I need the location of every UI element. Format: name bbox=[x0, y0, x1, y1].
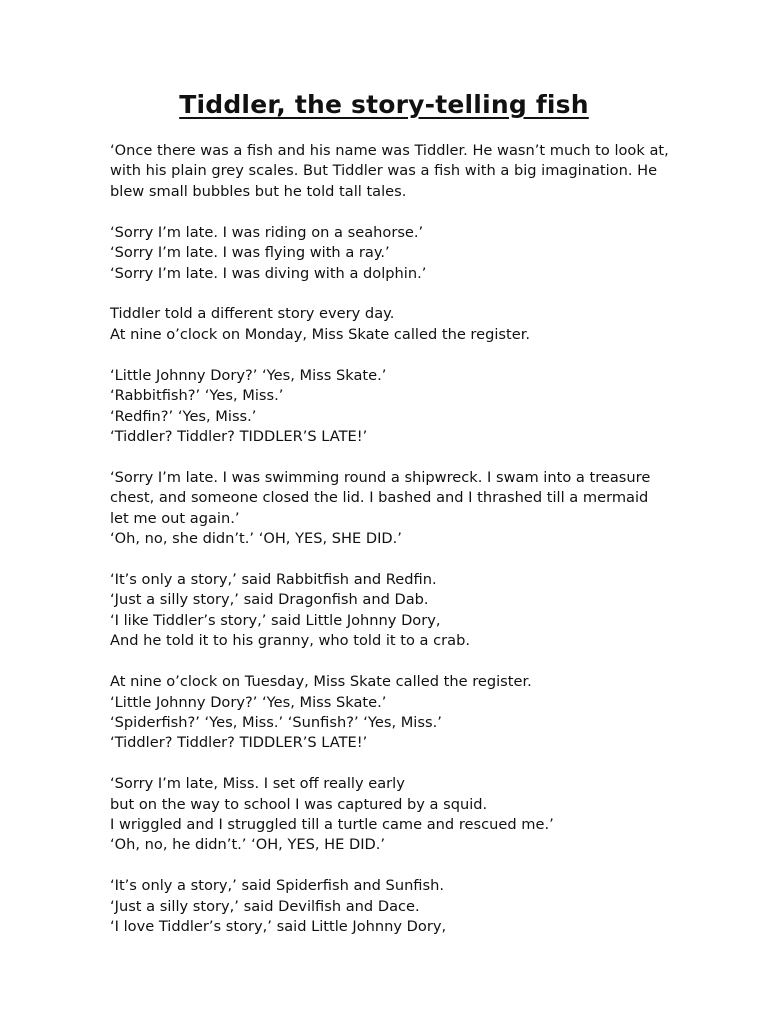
text-line: And he told it to his granny, who told it to a crab. bbox=[110, 632, 470, 650]
text-line: ‘Just a silly story,’ said Dragonfish and Dab. bbox=[110, 591, 429, 609]
text-line: ‘Little Johnny Dory?’ ‘Yes, Miss Skate.’ bbox=[110, 366, 387, 384]
text-line: I wriggled and I struggled till a turtle came and rescued me.’ bbox=[110, 816, 554, 834]
text-line: ‘It’s only a story,’ said Spiderfish and Sunfish. bbox=[110, 877, 444, 895]
document-body bbox=[110, 141, 670, 958]
text-line: let me out again.’ bbox=[110, 509, 240, 527]
paragraph-8 bbox=[110, 774, 670, 856]
text-line: ‘Oh, no, she didn’t.’ ‘OH, YES, SHE DID.’ bbox=[110, 530, 402, 548]
text-line: At nine o’clock on Monday, Miss Skate called the register. bbox=[110, 325, 531, 343]
paragraph-6 bbox=[110, 570, 670, 652]
paragraph-3 bbox=[110, 304, 670, 345]
paragraph-2 bbox=[110, 223, 670, 284]
text-line: ‘Rabbitfish?’ ‘Yes, Miss.’ bbox=[110, 387, 284, 405]
text-line: ‘Oh, no, he didn’t.’ ‘OH, YES, HE DID.’ bbox=[110, 836, 386, 854]
text-line: ‘Sorry I’m late. I was riding on a seahorse.’ bbox=[110, 223, 424, 241]
paragraph-9 bbox=[110, 876, 670, 937]
text-line: with his plain grey scales. But Tiddler was a fish with a big imagination. He bbox=[110, 162, 658, 180]
paragraph-5 bbox=[110, 468, 670, 550]
text-line: ‘Sorry I’m late, Miss. I set off really early bbox=[110, 775, 405, 793]
text-line: ‘Tiddler? Tiddler? TIDDLER’S LATE!’ bbox=[110, 734, 368, 752]
text-line: ‘Little Johnny Dory?’ ‘Yes, Miss Skate.’ bbox=[110, 693, 387, 711]
paragraph-7 bbox=[110, 672, 670, 754]
text-line: At nine o’clock on Tuesday, Miss Skate called the register. bbox=[110, 673, 532, 691]
text-line: ‘Tiddler? Tiddler? TIDDLER’S LATE!’ bbox=[110, 427, 368, 445]
text-line: ‘Just a silly story,’ said Devilfish and Dace. bbox=[110, 897, 420, 915]
text-line: but on the way to school I was captured by a squid. bbox=[110, 795, 488, 813]
text-line: ‘I love Tiddler’s story,’ said Little Johnny Dory, bbox=[110, 918, 447, 936]
paragraph-4 bbox=[110, 366, 670, 448]
paragraph-1 bbox=[110, 141, 670, 202]
text-line: Tiddler told a different story every day. bbox=[110, 305, 395, 323]
text-line: ‘I like Tiddler’s story,’ said Little Johnny Dory, bbox=[110, 611, 441, 629]
text-line: ‘It’s only a story,’ said Rabbitfish and Redfin. bbox=[110, 571, 437, 588]
text-line: ‘Sorry I’m late. I was swimming round a shipwreck. I swam into a treasure bbox=[110, 468, 651, 486]
text-line: ‘Once there was a fish and his name was Tiddler. He wasn’t much to look at, bbox=[110, 142, 669, 159]
text-line: ‘Redfin?’ ‘Yes, Miss.’ bbox=[110, 407, 257, 425]
text-line: ‘Spiderfish?’ ‘Yes, Miss.’ ‘Sunfish?’ ‘Yes, Miss.’ bbox=[110, 713, 442, 731]
text-line: ‘Sorry I’m late. I was diving with a dolphin.’ bbox=[110, 264, 427, 282]
text-line: ‘Sorry I’m late. I was flying with a ray.’ bbox=[110, 244, 390, 262]
text-line: blew small bubbles but he told tall tales. bbox=[110, 182, 407, 200]
text-line: chest, and someone closed the lid. I bashed and I thrashed till a mermaid bbox=[110, 489, 649, 507]
document-title: Tiddler, the story-telling fish bbox=[179, 90, 589, 119]
